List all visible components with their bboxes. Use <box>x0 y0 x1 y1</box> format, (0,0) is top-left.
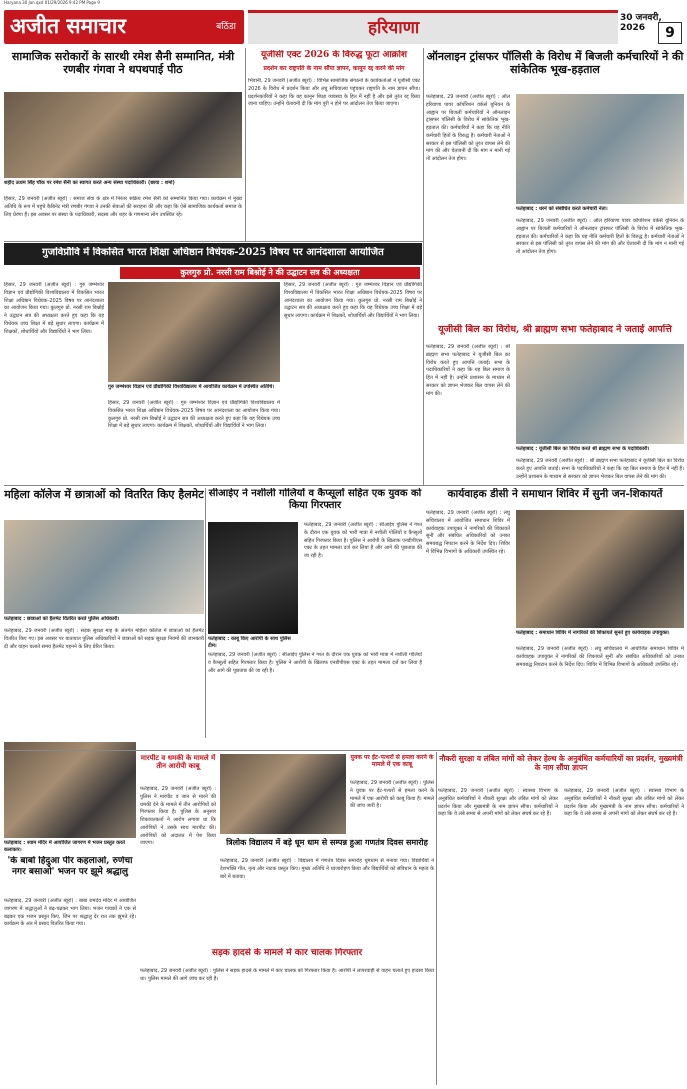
story-republic-day <box>140 754 434 944</box>
photo-caption: शहीद ऊधम सिंह चौक पर रमेश सैनी का स्वागत करते अन्य संस्था पदाधिकारी। (छाया : शर्मा) <box>4 180 175 186</box>
news-photo <box>108 282 280 382</box>
story-body-cont: फतेहाबाद, 29 जनवरी (अजीत ब्यूरो) : श्री ब्राह्मण सभा फतेहाबाद ने यूजीसी बिल का विरोध करते हुए आपत्ति जताई। सभा के पदाधिकारियों ने कहा कि यह बिल समाज के हित में नहीं है। उन्होंने प्रशासन के माध्यम से सरकार को ज्ञापन भेजकर बिल वापस लेने की मांग की। <box>516 458 684 480</box>
story-headline: कार्यवाहक डीसी ने समाधान शिविर में सुनी जन-शिकायतें <box>447 488 663 500</box>
story-saini <box>4 50 242 240</box>
story-body: हिसार, 29 जनवरी (अजीत ब्यूरो) : गुरु जम्भेश्वर विज्ञान एवं प्रौद्योगिकी विश्वविद्यालय में विकसित भारत शिक्षा अधिष्ठान विधेयक-2025 विषय पर आनंदशाला का आयोजन किया गया। कुलगुरु प्रो. नरसी राम बिश्नोई ने उद्घाटन सत्र की अध्यक्षता करते हुए कहा कि यह विधेयक उच्च शिक्षा में बड़े सुधार लाएगा। कार्यक्रम में शिक्षकों, शोधार्थियों और विद्यार्थियों ने भाग लिया। <box>4 282 104 335</box>
photo-caption: फतेहाबाद : धरने को संबोधित करते कर्मचारी नेता। <box>516 206 608 212</box>
story-samadhan-shivir <box>426 488 684 748</box>
divider <box>205 488 206 738</box>
story-body-cont: फतेहाबाद, 29 जनवरी (अजीत ब्यूरो) : स्वास्थ्य विभाग के अनुबंधित कर्मचारियों ने नौकरी सुरक्षा और लंबित मांगों को लेकर प्रदर्शन किया और मुख्यमंत्री के नाम ज्ञापन सौंपा। कर्मचारियों ने कहा कि वे लंबे समय से अपनी मांगों को लेकर संघर्ष कर रहे हैं। <box>564 788 684 818</box>
date-block <box>620 10 684 44</box>
story-headline: मारपीट व धमकी के मामले में तीन आरोपी काबू <box>140 754 216 771</box>
story-body: फतेहाबाद, 29 जनवरी (अजीत ब्यूरो) : पुलिस ने युवक पर ईंट-पत्थरों से हमला करने के मामले में एक आरोपी को काबू किया है। मामले की जांच जारी है। <box>350 780 434 810</box>
photo-caption: फतेहाबाद : काबू किए आरोपी के साथ पुलिस टीम। <box>208 636 291 648</box>
news-photo <box>4 742 136 838</box>
photo-caption: गुरु जम्भेश्वर विज्ञान एवं प्रौद्योगिकी विश्वविद्यालय में आयोजित कार्यक्रम में उपस्थित अतिथि। <box>108 384 275 390</box>
news-photo <box>208 522 298 634</box>
issue-date: 30 जनवरी, 2026 <box>620 13 662 33</box>
divider <box>436 752 437 1085</box>
story-headline: ऑनलाइन ट्रांसफर पॉलिसी के विरोध में बिजली कर्मचारियों ने की सांकेतिक भूख-हड़ताल <box>426 50 684 77</box>
photo-caption: फतेहाबाद : छात्राओं को हैलमेट वितरित करते पुलिस अधिकारी। <box>4 616 120 622</box>
story-headline: सड़क हादसे के मामले में कार चालक गिरफ्तार <box>211 948 363 958</box>
news-photo <box>516 344 684 444</box>
story-body: फतेहाबाद, 29 जनवरी (अजीत ब्यूरो) : स्वास्थ्य विभाग के अनुबंधित कर्मचारियों ने नौकरी सुरक्षा और लंबित मांगों को लेकर प्रदर्शन किया और मुख्यमंत्री के नाम ज्ञापन सौंपा। कर्मचारियों ने कहा कि वे लंबे समय से अपनी मांगों को लेकर संघर्ष कर रहे हैं। <box>438 788 558 818</box>
divider <box>4 750 684 751</box>
story-headline: नौकरी सुरक्षा व लंबित मांगों को लेकर हेल्थ के अनुबंधित कर्मचारियों का प्रदर्शन, मुख्यमंत्री के नाम सौंपा ज्ञापन <box>439 754 683 772</box>
divider <box>4 485 684 486</box>
story-body: फतेहाबाद, 29 जनवरी (अजीत ब्यूरो) : बाबा रामदेव मंदिर में आयोजित जागरण में श्रद्धालुओं ने बढ़-चढ़कर भाग लिया। भजन गायकों ने एक से बढ़कर एक भजन प्रस्तुत किए, जिन पर श्रद्धालु देर रात तक झूमते रहे। कार्यक्रम के अंत में प्रसाद वितरित किया गया। <box>4 898 136 928</box>
story-cia <box>208 488 422 748</box>
story-electricity <box>426 50 684 320</box>
divider <box>245 48 246 241</box>
story-headline: युवक पर ईंट-पत्थरों से हमला करने के मामले में एक काबू <box>350 754 434 769</box>
story-body: फतेहाबाद, 29 जनवरी (अजीत ब्यूरो) : सीआईए पुलिस ने गश्त के दौरान एक युवक को भारी मात्रा में नशीली गोलियों व कैप्सूलों सहित गिरफ्तार किया है। पुलिस ने आरोपी के खिलाफ एनडीपीएस एक्ट के तहत मामला दर्ज कर लिया है और आगे की पूछताछ की जा रही है। <box>304 522 422 559</box>
photo-caption: फतेहाबाद : समाधान शिविर में नागरिकों की शिकायतें सुनते हुए कार्यवाहक उपायुक्त। <box>516 630 670 636</box>
newspaper-logo: अजीत समाचार <box>10 13 126 38</box>
divider <box>4 241 424 242</box>
photo-caption: फतेहाबाद : श्याम मंदिर में आयोजित जागरण में भजन प्रस्तुत करते कलाकार। <box>4 840 126 853</box>
story-headline: महिला कॉलेज में छात्राओं को वितरित किए हैलमेट <box>4 488 204 501</box>
page-number: 9 <box>658 22 682 44</box>
story-body: फतेहाबाद, 29 जनवरी (अजीत ब्यूरो) : श्री ब्राह्मण सभा फतेहाबाद ने यूजीसी बिल का विरोध करते हुए आपत्ति जताई। सभा के पदाधिकारियों ने कहा कि यह बिल समाज के हित में नहीं है। उन्होंने प्रशासन के माध्यम से सरकार को ज्ञापन भेजकर बिल वापस लेने की मांग की। <box>426 344 510 397</box>
story-bhajan <box>4 742 136 1085</box>
masthead <box>4 10 244 44</box>
story-body: फतेहाबाद, 29 जनवरी (अजीत ब्यूरो) : ऑल हरियाणा पावर कॉर्पोरेशन वर्कर्स यूनियन के आह्वान पर बिजली कर्मचारियों ने ऑनलाइन ट्रांसफर पॉलिसी के विरोध में सांकेतिक भूख-हड़ताल की। कर्मचारियों ने कहा कि यह नीति कर्मचारी हितों के विरुद्ध है। कर्मचारी नेताओं ने सरकार से इस पॉलिसी को तुरंत वापस लेने की मांग की और चेतावनी दी कि मांग न मानी गई तो आंदोलन तेज होगा। <box>426 94 510 162</box>
news-photo <box>220 754 346 834</box>
story-subheadline-band: कुलगुरु प्रो. नरसी राम बिश्नोई ने की उद्घाटन सत्र की अध्यक्षता <box>120 267 420 279</box>
section-header <box>248 10 618 44</box>
section-title: हरियाणा <box>368 18 420 38</box>
story-body: फतेहाबाद, 29 जनवरी (अजीत ब्यूरो) : विद्यालय में गणतंत्र दिवस समारोह धूमधाम से मनाया गया। विद्यार्थियों ने देशभक्ति गीत, नृत्य और नाटक प्रस्तुत किए। मुख्य अतिथि ने ध्वजारोहण किया और विद्यार्थियों को संविधान के महत्व के बारे में बताया। <box>220 858 434 880</box>
page-slug: Haryana 30 Jan.qxd 01/29/2026 9:42 PM Page 9 <box>4 0 100 5</box>
news-photo <box>4 520 204 614</box>
story-body-cont: फतेहाबाद, 29 जनवरी (अजीत ब्यूरो) : सीआईए पुलिस ने गश्त के दौरान एक युवक को भारी मात्रा में नशीली गोलियों व कैप्सूलों सहित गिरफ्तार किया है। पुलिस ने आरोपी के खिलाफ एनडीपीएस एक्ट के तहत मामला दर्ज कर लिया है और आगे की पूछताछ की जा रही है। <box>208 652 422 674</box>
story-body-cont2: हिसार, 29 जनवरी (अजीत ब्यूरो) : गुरु जम्भेश्वर विज्ञान एवं प्रौद्योगिकी विश्वविद्यालय में विकसित भारत शिक्षा अधिष्ठान विधेयक-2025 विषय पर आनंदशाला का आयोजन किया गया। कुलगुरु प्रो. नरसी राम बिश्नोई ने उद्घाटन सत्र की अध्यक्षता करते हुए कहा कि यह विधेयक उच्च शिक्षा में बड़े सुधार लाएगा। कार्यक्रम में शिक्षकों, शोधार्थियों और विद्यार्थियों ने भाग लिया। <box>284 282 422 319</box>
edition-city: बठिंडा <box>216 22 236 32</box>
story-health-workers <box>438 754 684 1085</box>
story-body: फतेहाबाद, 29 जनवरी (अजीत ब्यूरो) : सड़क सुरक्षा माह के अंतर्गत महिला कॉलेज में छात्राओं को हैलमेट वितरित किए गए। इस अवसर पर यातायात पुलिस अधिकारियों ने छात्राओं को सड़क सुरक्षा नियमों की जानकारी दी और वाहन चलाते समय हैलमेट पहनने के लिए प्रेरित किया। <box>4 628 204 650</box>
divider <box>423 48 424 485</box>
story-body: भिवानी, 29 जनवरी (अजीत ब्यूरो) : विभिन्न सामाजिक संगठनों के कार्यकर्ताओं ने यूजीसी एक्ट 2026 के विरोध में प्रदर्शन किया और लघु सचिवालय पहुंचकर राष्ट्रपति के नाम ज्ञापन सौंपा। प्रदर्शनकारियों ने कहा कि यह कानून शिक्षा व्यवस्था के हित में नहीं है और इसे तुरंत रद्द किया जाना चाहिए। उन्होंने चेतावनी दी कि मांग पूरी न होने पर आंदोलन तेज किया जाएगा। <box>248 78 420 108</box>
story-helmet <box>4 488 204 736</box>
story-body: फतेहाबाद, 29 जनवरी (अजीत ब्यूरो) : पुलिस ने सड़क हादसे के मामले में कार चालक को गिरफ्तार किया है। आरोपी ने लापरवाही से वाहन चलाते हुए हादसा किया था। पुलिस मामले की आगे जांच कर रही है। <box>140 968 434 982</box>
story-body-cont: फतेहाबाद, 29 जनवरी (अजीत ब्यूरो) : लघु सचिवालय में आयोजित समाधान शिविर में कार्यवाहक उपायुक्त ने नागरिकों की शिकायतें सुनीं और संबंधित अधिकारियों को उनका समयबद्ध निपटान करने के निर्देश दिए। शिविर में विभिन्न विभागों के अधिकारी उपस्थित रहे। <box>516 646 684 668</box>
story-body: हिसार, 29 जनवरी (अजीत ब्यूरो) : समाज सेवा के क्षेत्र में निरंतर सक्रिय रमेश सैनी को सम्मानित किया गया। कार्यक्रम में मुख्य अतिथि के रूप में पहुंचे कैबिनेट मंत्री रणबीर गंगवा ने उनकी सेवाओं की सराहना की और कहा कि ऐसे सामाजिक कार्यकर्ता समाज के लिए प्रेरणा हैं। इस अवसर पर संस्था के पदाधिकारी, सदस्य और शहर के गणमान्य लोग उपस्थित रहे। <box>4 196 242 218</box>
news-photo <box>4 92 242 178</box>
story-headline: त्रिलोक विद्यालय में बड़े धूम धाम से सम्पन्न हुआ गणतंत्र दिवस समारोह <box>226 838 428 847</box>
story-headline: यूजीसी एक्ट 2026 के विरुद्ध फूटा आक्रोश <box>260 50 408 60</box>
story-body: फतेहाबाद, 29 जनवरी (अजीत ब्यूरो) : लघु सचिवालय में आयोजित समाधान शिविर में कार्यवाहक उपायुक्त ने नागरिकों की शिकायतें सुनीं और संबंधित अधिकारियों को उनका समयबद्ध निपटान करने के निर्देश दिए। शिविर में विभिन्न विभागों के अधिकारी उपस्थित रहे। <box>426 510 510 555</box>
story-gjust <box>4 282 422 482</box>
story-body-cont: फतेहाबाद, 29 जनवरी (अजीत ब्यूरो) : ऑल हरियाणा पावर कॉर्पोरेशन वर्कर्स यूनियन के आह्वान पर बिजली कर्मचारियों ने ऑनलाइन ट्रांसफर पॉलिसी के विरोध में सांकेतिक भूख-हड़ताल की। कर्मचारियों ने कहा कि यह नीति कर्मचारी हितों के विरुद्ध है। कर्मचारी नेताओं ने सरकार से इस पॉलिसी को तुरंत वापस लेने की मांग की और चेतावनी दी कि मांग न मानी गई तो आंदोलन तेज होगा। <box>516 218 684 255</box>
story-headline: 'के बाबो हिदुआ पीर कहलाओ, रुणेचा नगर बसाओ' भजन पर झूमे श्रद्धालु <box>7 856 133 877</box>
photo-caption: फतेहाबाद : यूजीसी बिल का विरोध करते श्री ब्राह्मण सभा के पदाधिकारी। <box>516 446 650 452</box>
story-headline: सीआईए ने नशीली गोलियों व कैप्सूलों सहित एक युवक को किया गिरफ्तार <box>208 488 422 511</box>
story-ugc-act <box>248 50 420 240</box>
story-headline: यूजीसी बिल का विरोध, श्री ब्राह्मण सभा फतेहाबाद ने जताई आपत्ति <box>438 324 672 335</box>
story-headline: गुजविप्रौवि में विकसित भारत शिक्षा अधिष्ठान विधेयक-2025 विषय पर आनंदशाला आयोजित <box>42 247 384 258</box>
story-road-accident <box>140 948 434 1085</box>
story-headline: सामाजिक सरोकारों के सारथी रमेश सैनी सम्मानित, मंत्री रणबीर गंगवा ने थपथपाई पीठ <box>11 50 235 77</box>
story-subheadline: प्रदर्शन कर राष्ट्रपति के नाम सौंपा ज्ञापन, कानून रद्द करने की मांग <box>263 65 405 72</box>
story-brahman-sabha <box>426 324 684 484</box>
news-photo <box>516 94 684 204</box>
news-photo <box>516 510 684 628</box>
story-body-cont: हिसार, 29 जनवरी (अजीत ब्यूरो) : गुरु जम्भेश्वर विज्ञान एवं प्रौद्योगिकी विश्वविद्यालय में विकसित भारत शिक्षा अधिष्ठान विधेयक-2025 विषय पर आनंदशाला का आयोजन किया गया। कुलगुरु प्रो. नरसी राम बिश्नोई ने उद्घाटन सत्र की अध्यक्षता करते हुए कहा कि यह विधेयक उच्च शिक्षा में बड़े सुधार लाएगा। कार्यक्रम में शिक्षकों, शोधार्थियों और विद्यार्थियों ने भाग लिया। <box>108 400 280 430</box>
story-body: फतेहाबाद, 29 जनवरी (अजीत ब्यूरो) : पुलिस ने मारपीट व जान से मारने की धमकी देने के मामले में तीन आरोपियों को गिरफ्तार किया है। पुलिस के अनुसार शिकायतकर्ता ने आरोप लगाया था कि आरोपियों ने उसके साथ मारपीट की। आरोपियों को अदालत में पेश किया जाएगा। <box>140 786 216 847</box>
story-gjust-banner <box>4 243 422 265</box>
